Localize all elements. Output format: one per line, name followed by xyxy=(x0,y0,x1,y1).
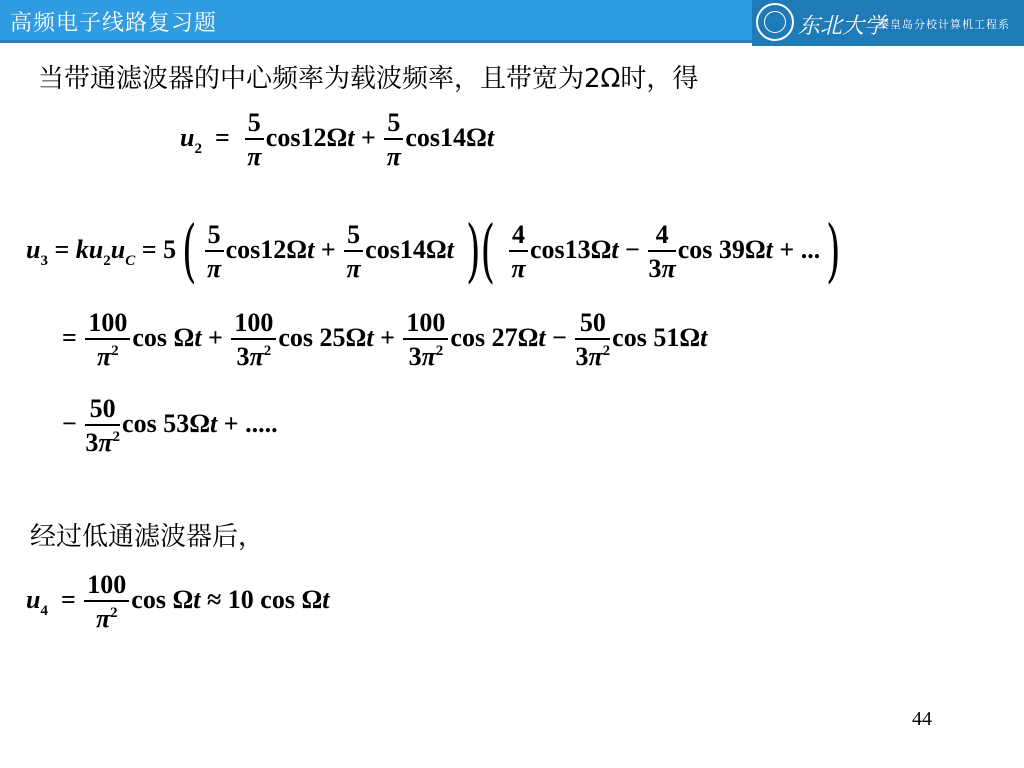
university-name: 东北大学 xyxy=(798,14,887,39)
title-bar-underline xyxy=(0,40,752,43)
equation-u3-line2: = $\frac{100}{\pi^2}$ cos Ωt + $\frac{100}{3\pi^2}$ cos 25Ωt + $\frac{100}{3\pi^2}$ cos 27Ωt − $\frac{50}{3\pi^2}$ cos 51Ωt xyxy=(62,308,708,371)
lowpass-text: 经过低通滤波器后， xyxy=(30,522,265,552)
equation-u2: $u_2$ = $\frac{5}{\pi}$ cos12Ωt + $\frac{5}{\pi}$ cos14Ωt xyxy=(180,108,495,171)
equation-u4: $u_4$ = $\frac{100}{\pi^2}$ cos Ωt ≈ 10 cos Ωt xyxy=(26,570,330,633)
slide-title: 高频电子线路复习题 xyxy=(10,11,218,36)
slide-header xyxy=(0,0,1024,46)
university-seal-icon xyxy=(756,3,794,41)
equation-u3-line3: − $\frac{50}{3\pi^2}$ cos 53Ωt + ..... xyxy=(62,394,278,457)
intro-text: 当带通滤波器的中心频率为载波频率，且带宽为2Ω时，得 xyxy=(38,64,699,94)
equation-u3-line1: $u_3 = ku_2u_C = 5$( $\frac{5}{\pi}$ cos12Ωt + $\frac{5}{\pi}$ cos14Ωt )( $\frac{4}{\pi}$ cos13Ωt − $\frac{4}{3\pi}$ cos 39Ωt + ...) xyxy=(26,212,841,291)
page-number: 44 xyxy=(912,708,932,730)
department-name: 秦皇岛分校计算机工程系 xyxy=(878,18,1010,31)
